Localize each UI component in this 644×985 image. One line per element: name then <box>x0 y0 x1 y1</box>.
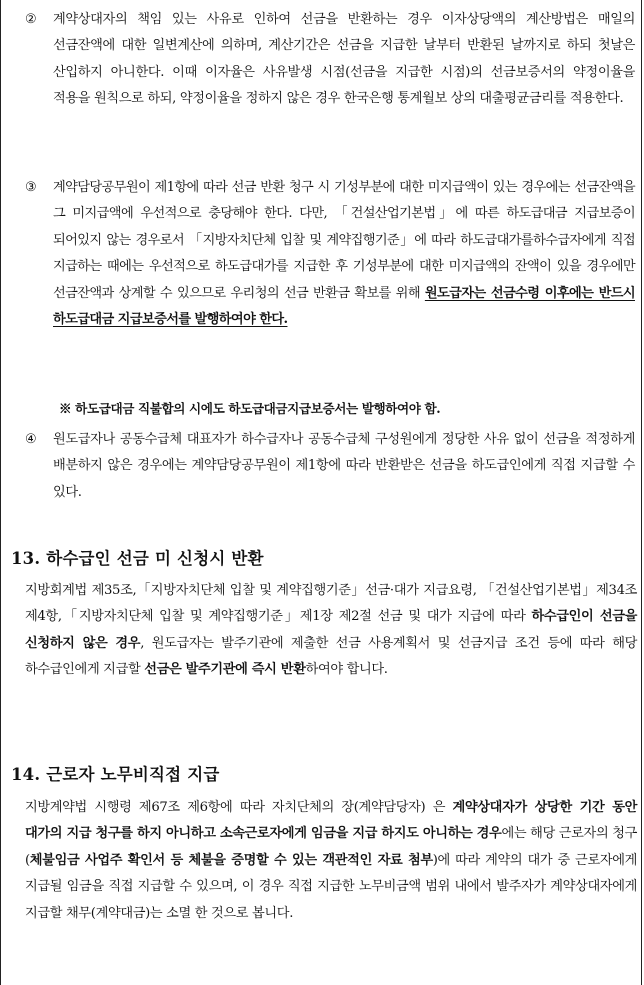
clause-number: ④ <box>25 432 37 447</box>
section-14-body: 지방계약법 시행령 제67조 제6항에 따라 자치단체의 장(계약담당자) 은 계약상대자가 상당한 기간 동안 대가의 지급 청구를 하지 아니하고 소속근로자에게 임금을 지급 하지도 아니하는 경우에는 해당 근로자의 청구(체불임금 사업주 확인서 등 체불을 증명할 수 있는 객관적인 자료 첨부)에 따라 계약의 대가 중 근로자에게 지급될 임금을 직접 지급할 수 있으며, 이 경우 직접 지급한 노무비금액 범위 내에서 발주자가 계약상대자에게 지급할 채무(계약대금)는 소멸 한 것으로 봅니다. <box>25 800 638 921</box>
bold-phrase: 계약상대자가 상당한 기간 동안 대가의 지급 청구를 하지 아니하고 소속근로자에게 임금을 지급 하지도 아니하는 경우 <box>25 800 638 842</box>
clause-text: 계약상대자의 책임 있는 사유로 인하여 선금을 반환하는 경우 이자상당액의 계산방법은 매일의 선금잔액에 대한 일변계산에 의하며, 계산기간은 선금을 지급한 날부터 반환된 날까지로 하되 첫날은 산입하지 아니한다. 이때 이자율은 사유발생 시점(선금을 지급한 시점)의 선금보증서의 약정이율을 적용을 원칙으로 하되, 약정이율을 정하지 않은 경우 한국은행 통계월보 상의 대출평균금리를 적용한다. <box>53 12 635 107</box>
clause-item-4 <box>25 427 635 506</box>
bold-phrase: 선금은 발주기관에 즉시 반환 <box>144 662 306 678</box>
clause-number: ③ <box>25 180 37 195</box>
clause-text: 원도급자나 공동수급체 대표자가 하수급자나 공동수급체 구성원에게 정당한 사유 없이 선금을 적정하게 배분하지 않은 경우에는 계약담당공무원이 제1항에 따라 반환받은 선금을 하도급인에게 직접 지급할 수 있다. <box>53 432 635 500</box>
section-13-heading: 13. 하수급인 선금 미 신청시 반환 <box>11 549 264 568</box>
clause-number: ② <box>25 12 37 27</box>
clause-item-3 <box>25 175 635 333</box>
bold-phrase: 체불임금 사업주 확인서 등 체불을 증명할 수 있는 객관적인 자료 첨부 <box>29 852 433 868</box>
section-13-body: 지방회계법 제35조,「지방자치단체 입찰 및 계약집행기준」선금·대가 지급요령, 「건설산업기본법」제34조 제4항,「지방자치단체 입찰 및 계약집행기준」제1장 제2절 선금 및 대가 지급에 따라 하수급인이 선금을 신청하지 않은 경우, 원도급자는 발주기관에 제출한 선금 사용계획서 및 선금지급 조건 등에 따라 해당 하수급인에게 지급할 선금은 발주기관에 즉시 반환하여야 합니다. <box>25 583 637 678</box>
clause-emphasis: 원도급자는 선금수령 이후에는 반드시 하도급대금 지급보증서를 발행하여야 한다. <box>53 285 635 328</box>
note-text: ※ 하도급대금 직불합의 시에도 하도급대금지급보증서는 발행하여야 함. <box>59 401 441 416</box>
section-14-heading: 14. 근로자 노무비직접 지급 <box>11 765 220 784</box>
clause-item-2 <box>25 7 635 113</box>
clause-text: 계약담당공무원이 제1항에 따라 선금 반환 청구 시 기성부분에 대한 미지급액이 있는 경우에는 선금잔액을 그 미지급액에 우선적으로 충당해야 한다. 다만, 「건설산업기본법」에 따른 하도급대금 지급보증이 되어있지 않는 경우로서 「지방자치단체 입찰 및 계약집행기준」에 따라 하도급대가를하수급자에게 직접 지급하는 때에는 우선적으로 하도급대가를 지급한 후 기성부분에 대한 미지급액의 잔액이 있을 경우에만 선금잔액과 상계할 수 있으므로 우리청의 선금 반환금 확보를 위해 <box>53 180 635 301</box>
bold-phrase: 하수급인이 선금을 신청하지 않은 경우 <box>25 609 637 651</box>
